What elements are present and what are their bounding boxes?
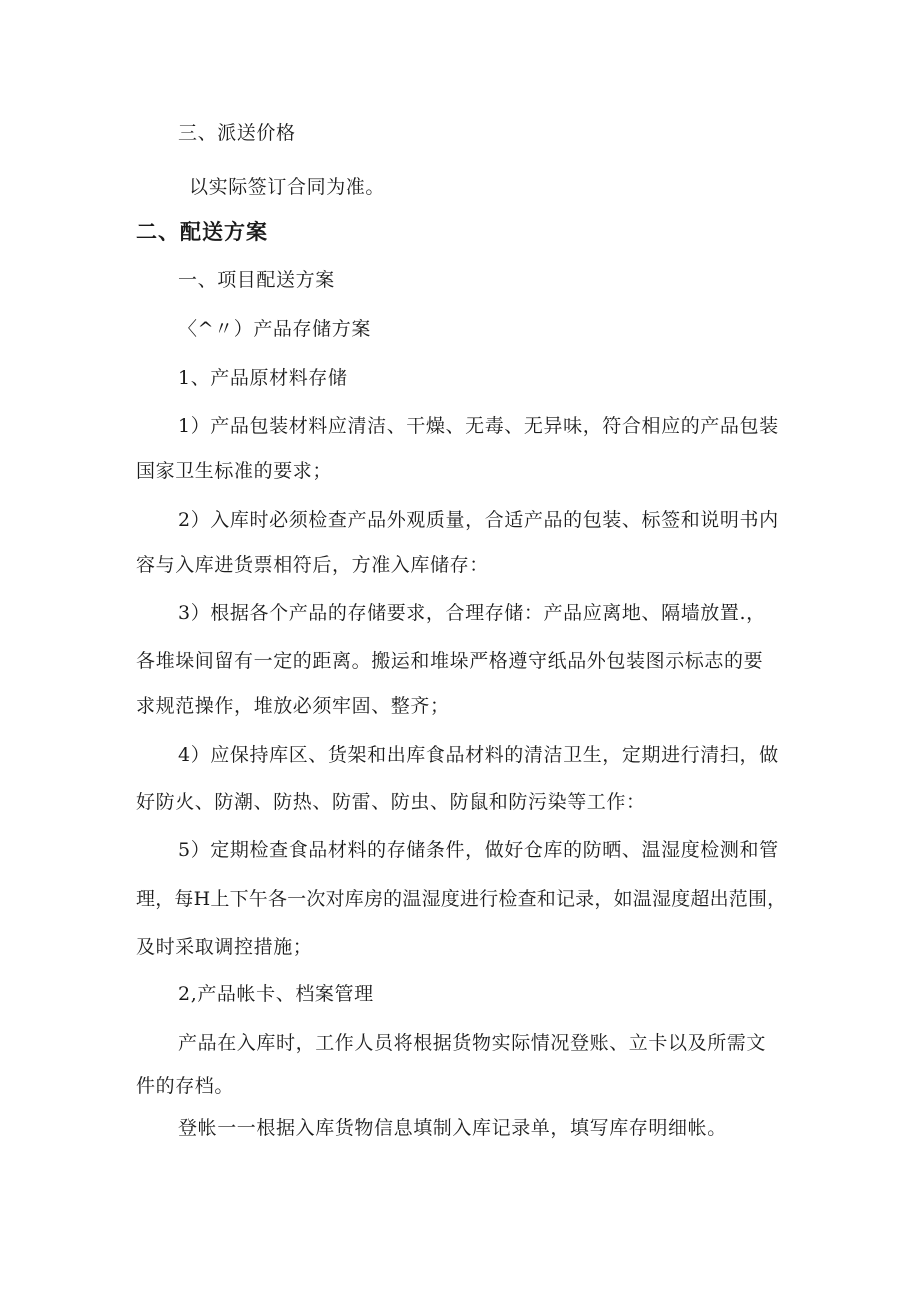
archive-line1: 产品在入库时，工作人员将根据货物实际情况登账、立卡以及所需文 [178, 1032, 767, 1054]
item3-line3: 求规范操作，堆放必须牢固、整齐； [136, 695, 450, 717]
main-heading: 二、配送方案 [136, 220, 268, 244]
archive-heading: 2,产品帐卡、档案管理 [178, 983, 374, 1005]
item3-line1: 3）根据各个产品的存储要求，合理存储：产品应离地、隔墙放置.， [178, 602, 766, 624]
item1-line2: 国家卫生标准的要求； [136, 460, 333, 482]
item5-line1: 5）定期检查食品材料的存储条件，做好仓库的防晒、温湿度检测和管 [178, 839, 779, 861]
item5-line2: 理，每H上下午各一次对库房的温湿度进行检查和记录，如温湿度超出范围， [136, 888, 787, 910]
price-heading: 三、派送价格 [178, 122, 296, 144]
sub-heading: 一、项目配送方案 [178, 269, 335, 291]
storage-heading: 〈^〃）产品存储方案 [178, 318, 371, 340]
raw-material-heading: 1、产品原材料存储 [178, 367, 348, 389]
item2-line2: 容与入库进货票相符后，方准入库储存： [136, 554, 489, 576]
item3-line2: 各堆垛间留有一定的距离。搬运和堆垛严格遵守纸品外包装图示标志的要 [136, 650, 764, 672]
archive-line3: 登帐一一根据入库货物信息填制入库记录单，填写库存明细帐。 [178, 1117, 727, 1139]
item1-line1: 1）产品包装材料应清洁、干燥、无毒、无异味，符合相应的产品包装 [178, 415, 779, 437]
item2-line1: 2）入库时必须检查产品外观质量，合适产品的包装、标签和说明书内 [178, 509, 779, 531]
item4-line2: 好防火、防潮、防热、防雷、防虫、防鼠和防污染等工作： [136, 791, 646, 813]
archive-line2: 件的存档。 [136, 1075, 235, 1097]
item5-line3: 及时采取调控措施； [136, 936, 313, 958]
price-text: 以实际签订合同为准。 [189, 176, 386, 198]
item4-line1: 4）应保持库区、货架和出库食品材料的清洁卫生，定期进行清扫，做 [178, 744, 779, 766]
